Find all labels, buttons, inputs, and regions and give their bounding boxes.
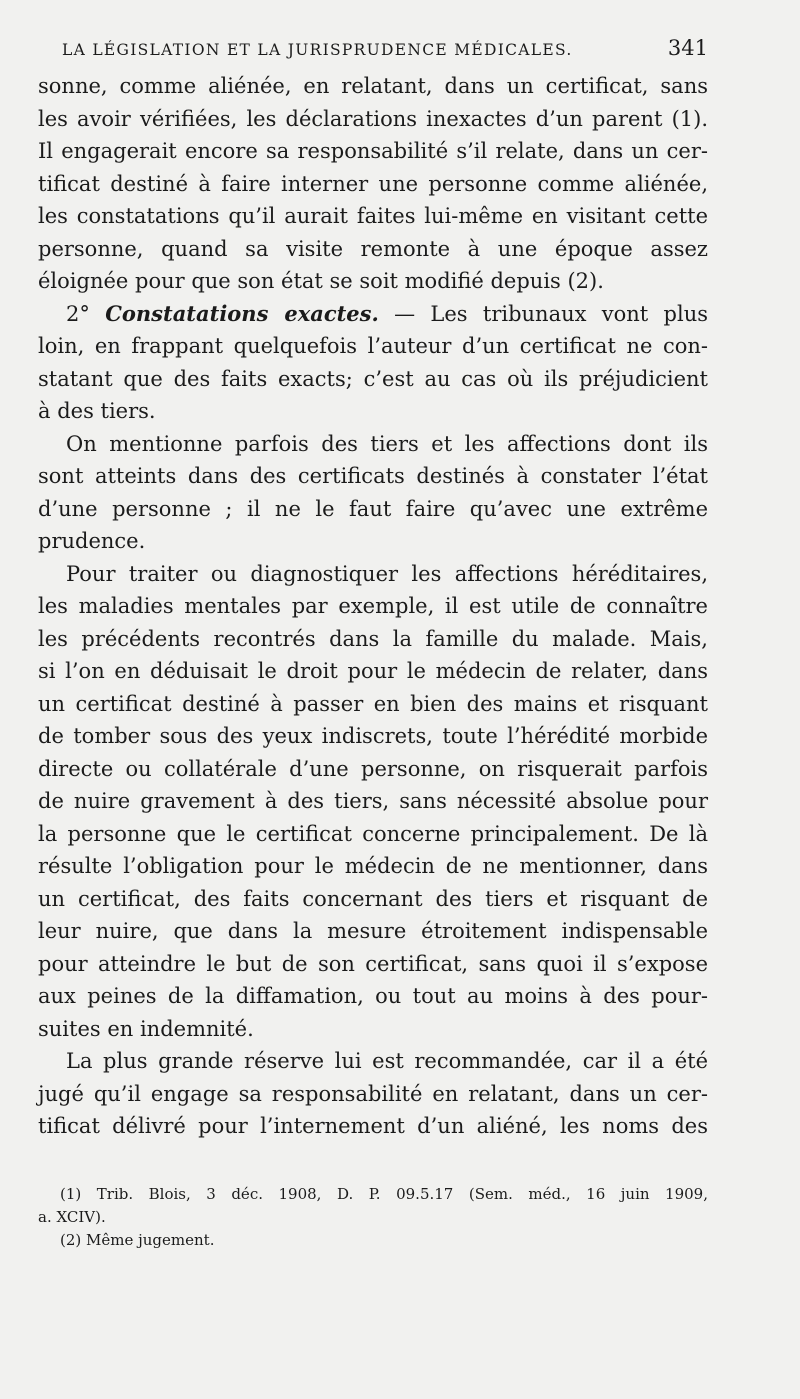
main-text [38, 70, 708, 1143]
text-line: à des tiers. [38, 399, 156, 423]
footnote-1: (1) Trib. Blois, 3 déc. 1908, D. P. 09.5.17 (Sem. méd., 16 juin 1909, [60, 1185, 708, 1203]
text-line: si l’on en déduisait le droit pour le médecin de relater, dans [38, 659, 708, 683]
footnote-2: (2) Même jugement. [60, 1231, 215, 1249]
text-line: aux peines de la diffamation, ou tout au moins à des pour- [38, 984, 708, 1008]
text-line: pour atteindre le but de son certificat, sans quoi il s’expose [38, 951, 708, 976]
text-line: jugé qu’il engage sa responsabilité en relatant, dans un cer- [38, 1081, 708, 1106]
section-heading: Constatations exactes. [105, 300, 379, 326]
footnote-1-continuation: a. XCIV). [38, 1208, 106, 1226]
section-heading-continuation: — Les tribunaux vont plus [378, 301, 708, 326]
running-header [62, 36, 708, 60]
text-line: sont atteints dans des certificats destinés à constater l’état [38, 464, 708, 488]
text-line: loin, en frappant quelquefois l’auteur d’un certificat ne con- [38, 334, 708, 358]
text-line: prudence. [38, 529, 146, 553]
text-line: éloignée pour que son état se soit modifié depuis (2). [38, 269, 604, 293]
text-line: Pour traiter ou diagnostiquer les affections héréditaires, [66, 561, 708, 586]
text-line: de tomber sous des yeux indiscrets, toute l’hérédité morbide [38, 724, 708, 748]
text-line: statant que des faits exacts; c’est au cas où ils préjudicient [38, 366, 708, 391]
section-heading-line [38, 298, 708, 331]
text-line: personne, quand sa visite remonte à une époque assez [38, 236, 708, 261]
text-line: les maladies mentales par exemple, il est utile de connaître [38, 594, 708, 618]
running-title: LA LÉGISLATION ET LA JURISPRUDENCE MÉDICALES. [62, 41, 573, 59]
text-line: de nuire gravement à des tiers, sans nécessité absolue pour [38, 789, 708, 813]
text-line: les précédents recontrés dans la famille du malade. Mais, [38, 626, 708, 651]
text-line: leur nuire, que dans la mesure étroitement indispensable [38, 919, 708, 943]
text-line: les avoir vérifiées, les déclarations inexactes d’un parent (1). [38, 106, 708, 131]
text-line: tificat destiné à faire interner une personne comme aliénée, [38, 171, 708, 196]
text-line: les constatations qu’il aurait faites lui-même en visitant cette [38, 204, 708, 228]
text-line: d’une personne ; il ne le faut faire qu’avec une extrême [38, 496, 708, 521]
text-line: La plus grande réserve lui est recommandée, car il a été [66, 1049, 708, 1073]
text-line: suites en indemnité. [38, 1016, 254, 1041]
text-line: sonne, comme aliénée, en relatant, dans un certificat, sans [38, 74, 708, 98]
text-line: la personne que le certificat concerne principalement. De là [38, 821, 708, 846]
text-line: Il engagerait encore sa responsabilité s’il relate, dans un cer- [38, 139, 708, 163]
text-line: directe ou collatérale d’une personne, on risquerait parfois [38, 756, 708, 781]
text-line: un certificat, des faits concernant des tiers et risquant de [38, 886, 708, 911]
text-line: On mentionne parfois des tiers et les affections dont ils [66, 431, 708, 456]
text-line: tificat délivré pour l’internement d’un aliéné, les noms des [38, 1114, 708, 1138]
text-line: résulte l’obligation pour le médecin de ne mentionner, dans [38, 854, 708, 878]
text-line: un certificat destiné à passer en bien des mains et risquant [38, 691, 708, 716]
section-number: 2° [66, 301, 90, 326]
footnotes [38, 1183, 708, 1252]
page-number: 341 [667, 36, 708, 60]
